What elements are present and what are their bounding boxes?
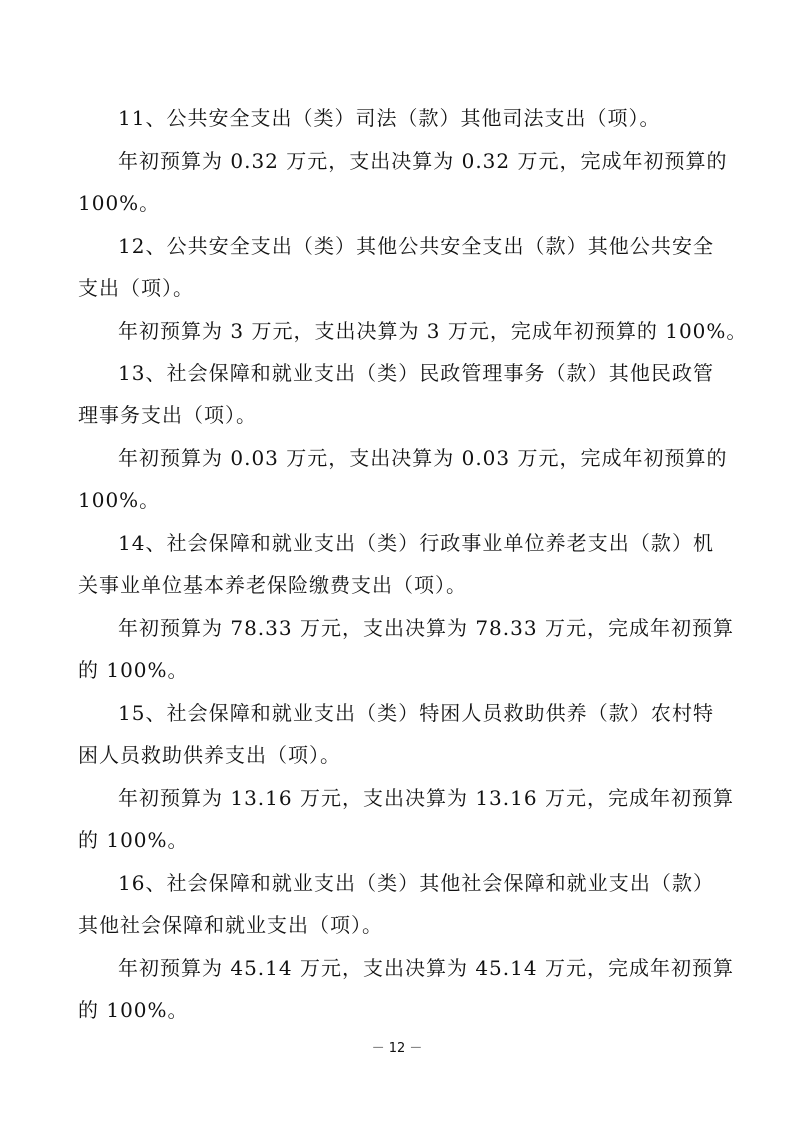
item-11-budget-text-cont: 100%。 <box>78 191 161 215</box>
item-15-budget-text-cont: 的 100%。 <box>78 828 189 852</box>
item-15-budget-text: 年初预算为 13.16 万元，支出决算为 13.16 万元，完成年初预算 <box>118 786 734 810</box>
item-14-heading: 14、社会保障和就业支出（类）行政事业单位养老支出（款）机 <box>118 531 714 555</box>
item-14-budget-text-cont: 的 100%。 <box>78 658 189 682</box>
item-12-budget-text: 年初预算为 3 万元，支出决算为 3 万元，完成年初预算的 100%。 <box>118 319 748 343</box>
item-11-heading: 11、公共安全支出（类）司法（款）其他司法支出（项）。 <box>118 106 661 130</box>
item-15-heading-cont: 困人员救助供养支出（项）。 <box>78 743 341 767</box>
item-16-budget-text-cont: 的 100%。 <box>78 998 189 1022</box>
item-11-budget-text: 年初预算为 0.32 万元，支出决算为 0.32 万元，完成年初预算的 <box>118 149 728 173</box>
item-16-heading-cont: 其他社会保障和就业支出（项）。 <box>78 913 383 937</box>
item-12-heading: 12、公共安全支出（类）其他公共安全支出（款）其他公共安全 <box>118 234 714 258</box>
item-15-heading: 15、社会保障和就业支出（类）特困人员救助供养（款）农村特 <box>118 701 714 725</box>
page-number: － 12 － <box>371 1041 423 1056</box>
item-16-budget-text: 年初预算为 45.14 万元，支出决算为 45.14 万元，完成年初预算 <box>118 956 734 980</box>
item-14-heading-cont: 关事业单位基本养老保险缴费支出（项）。 <box>78 573 467 597</box>
item-13-heading: 13、社会保障和就业支出（类）民政管理事务（款）其他民政管 <box>118 361 714 385</box>
item-13-budget-text: 年初预算为 0.03 万元，支出决算为 0.03 万元，完成年初预算的 <box>118 446 728 470</box>
item-16-heading: 16、社会保障和就业支出（类）其他社会保障和就业支出（款） <box>118 871 714 895</box>
item-13-budget-text-cont: 100%。 <box>78 488 161 512</box>
item-13-heading-cont: 理事务支出（项）。 <box>78 403 257 427</box>
item-12-heading-cont: 支出（项）。 <box>78 276 194 300</box>
item-14-budget-text: 年初预算为 78.33 万元，支出决算为 78.33 万元，完成年初预算 <box>118 616 734 640</box>
